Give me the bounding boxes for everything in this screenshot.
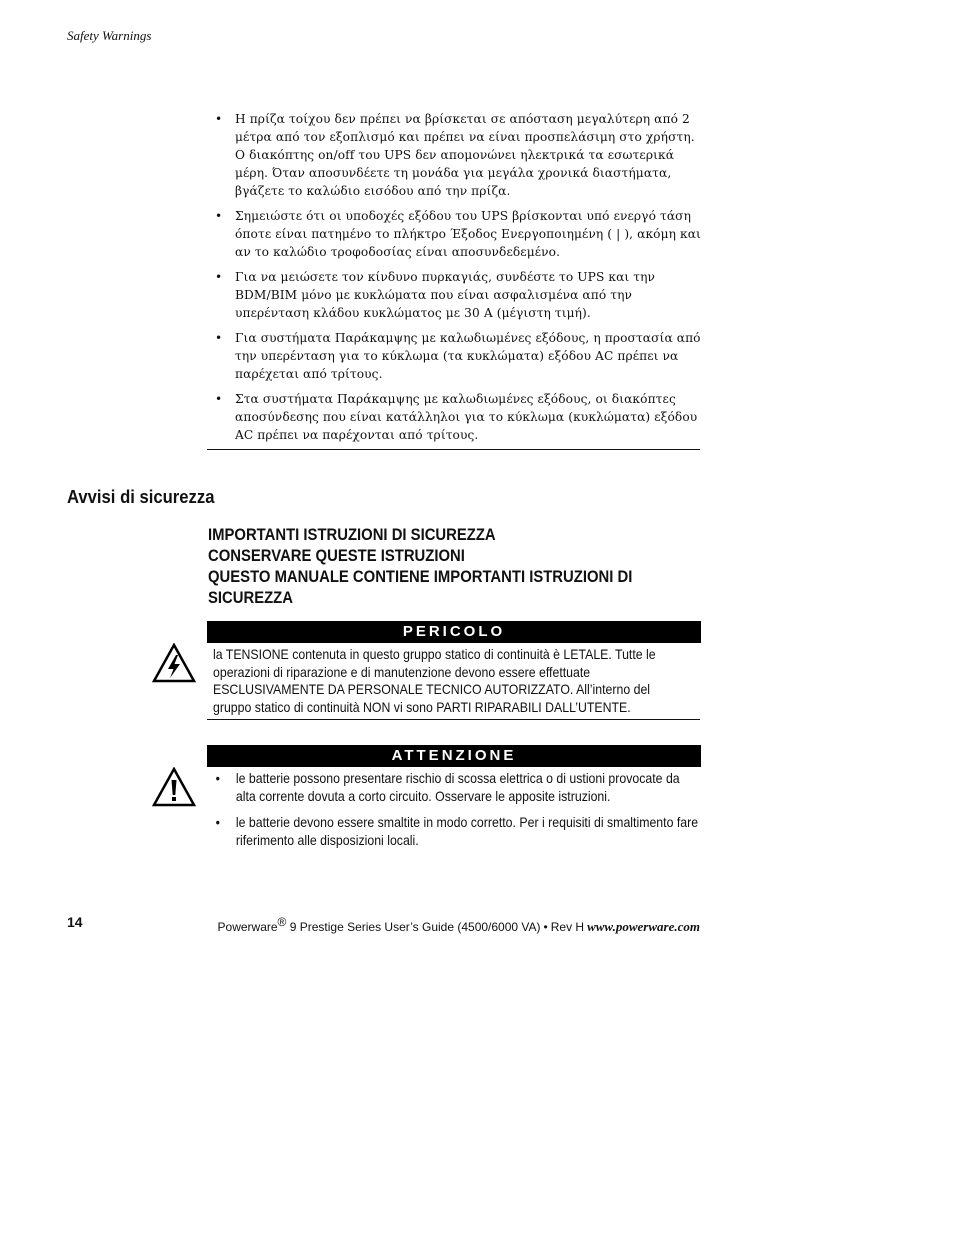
list-item [213,110,703,200]
bullet: • [215,209,223,223]
list-item-text: Για να μειώσετε τον κίνδυνο πυρκαγιάς, συνδέστε το UPS και την BDM/BIM μόνο με κυκλώματα που είναι ασφαλισμένα από την υπερένταση κλάδου κυκλώματος με 30 A (μέγιστη τιμή). [235,270,656,320]
caution-list [213,770,701,858]
bullet: • [215,392,223,406]
registered-mark: ® [277,915,287,929]
greek-warning-list [213,110,703,451]
important-line: SICUREZZA [208,589,293,607]
footer-brand: Powerware [217,920,278,934]
important-line: CONSERVARE QUESTE ISTRUZIONI [208,547,465,565]
list-item-text: Στα συστήματα Παράκαμψης με καλωδιωμένες εξόδους, οι διακόπτες αποσύνδεσης που είναι κατάλληλοι για το κύκλωμα (κυκλώματα) εξόδου AC πρέπει να παρέχονται από τρίτους. [235,392,698,442]
list-item [213,770,701,805]
footer-guide: 9 Prestige Series User’s Guide (4500/6000 VA) [286,920,541,934]
list-item-text: le batterie devono essere smaltite in modo corretto. Per i requisiti di smaltimento fare riferimento alle disposizioni locali. [235,814,699,848]
danger-text: la TENSIONE contenuta in questo gruppo statico di continuità è LETALE. Tutte le operazioni di riparazione e di manutenzione devono essere effettuate ESCLUSIVAMENTE DA PERSONALE TECNICO AUTORIZZATO. All’interno del gruppo statico di continuità NON vi sono PARTI RIPARABILI DALL’UTENTE. [213,646,656,715]
list-item-text: Η πρίζα τοίχου δεν πρέπει να βρίσκεται σε απόσταση μεγαλύτερη από 2 μέτρα από τον εξοπλισμό και πρέπει να είναι προσπελάσιμη στο χρήστη. Ο διακόπτης on/off του UPS δεν απομονώνει ηλεκτρικά τα εσωτερικά μέρη. Όταν αποσυνδέετε τη μονάδα για μεγάλα χρονικά διαστήματα, βγάζετε το καλώδιο εισόδου από την πρίζα. [235,112,695,198]
divider [207,719,700,720]
important-line: QUESTO MANUALE CONTIENE IMPORTANTI ISTRUZIONI DI [208,568,633,586]
list-item [213,814,701,849]
divider [207,449,700,450]
important-line: IMPORTANTI ISTRUZIONI DI SICUREZZA [208,526,496,544]
lightning-warning-icon [152,643,196,683]
caution-label-bar: ATTENZIONE [207,745,701,767]
list-item [213,329,703,383]
list-item-text: Σημειώστε ότι οι υποδοχές εξόδου του UPS βρίσκονται υπό ενεργό τάση όποτε είναι πατημένο το πλήκτρο Έξοδος Ενεργοποιημένη ( | ), ακόμη και αν το καλώδιο τροφοδοσίας είναι αποσυνδεδεμένο. [235,209,701,259]
list-item-text: Για συστήματα Παράκαμψης με καλωδιωμένες εξόδους, η προστασία από την υπερένταση για το κύκλωμα (τα κυκλώματα) εξόδου AC πρέπει να παρέχεται από τρίτους. [235,331,701,381]
bullet: • [215,270,223,284]
footer-separator: • [543,920,548,934]
list-item [213,268,703,322]
bullet: • [215,331,223,345]
page-number: 14 [67,914,83,930]
exclamation-warning-icon [152,767,196,807]
list-item-text: le batterie possono presentare rischio di scossa elettrica o di ustioni provocate da alta corrente dovuta a corto circuito. Osservare le apposite istruzioni. [235,770,680,804]
footer-revision: Rev H [550,920,585,934]
list-item [213,207,703,261]
bullet: • [215,112,223,126]
danger-label-bar: PERICOLO [207,621,701,643]
running-header: Safety Warnings [67,28,152,43]
list-item [213,390,703,444]
footer-url: www.powerware.com [587,919,700,934]
section-title: Avvisi di sicurezza [67,486,215,507]
bullet: • [215,770,220,786]
important-instructions-heading [208,525,694,609]
bullet: • [215,814,220,830]
footer [218,915,700,935]
